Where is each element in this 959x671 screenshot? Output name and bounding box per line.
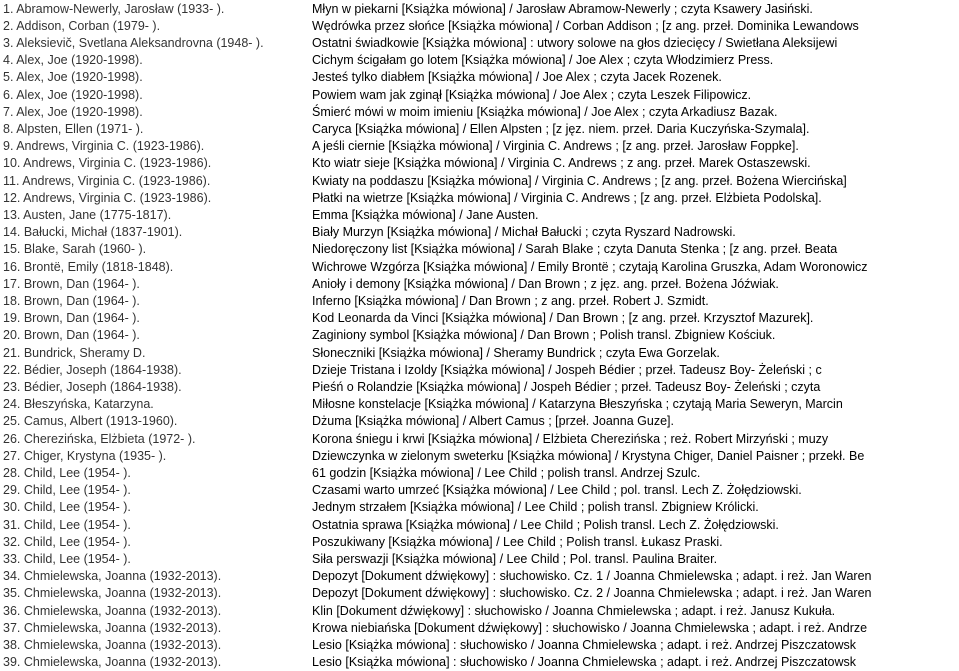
catalog-row xyxy=(0,551,959,568)
author-entry: 31. Child, Lee (1954- ). xyxy=(3,517,131,532)
title-entry: Powiem wam jak zginął [Książka mówiona] / Joe Alex ; czyta Leszek Filipowicz. xyxy=(312,87,752,102)
author-entry: 23. Bédier, Joseph (1864-1938). xyxy=(3,379,182,394)
catalog-row xyxy=(0,499,959,516)
title-entry: Anioły i demony [Książka mówiona] / Dan Brown ; z jęz. ang. przeł. Bożena Jóźwiak. xyxy=(312,276,779,291)
author-entry: 22. Bédier, Joseph (1864-1938). xyxy=(3,362,182,377)
title-entry: Pieśń o Rolandzie [Książka mówiona] / Jospeh Bédier ; przeł. Tadeusz Boy- Żeleński ; czyta xyxy=(312,379,821,394)
catalog-row xyxy=(0,276,959,293)
author-entry: 3. Aleksievič, Svetlana Aleksandrovna (1948- ). xyxy=(3,35,264,50)
catalog-row xyxy=(0,310,959,327)
title-entry: Jednym strzałem [Książka mówiona] / Lee Child ; polish transl. Zbigniew Królicki. xyxy=(312,500,759,515)
title-entry: Zaginiony symbol [Książka mówiona] / Dan Brown ; Polish transl. Zbigniew Kościuk. xyxy=(312,328,776,343)
title-entry: Kto wiatr sieje [Książka mówiona] / Virginia C. Andrews ; z ang. przeł. Marek Ostaszewski. xyxy=(312,156,811,171)
author-entry: 39. Chmielewska, Joanna (1932-2013). xyxy=(3,655,222,670)
catalog-row xyxy=(0,603,959,620)
title-entry: Wichrowe Wzgórza [Książka mówiona] / Emily Brontë ; czytają Karolina Gruszka, Adam Woronowicz xyxy=(312,259,868,274)
author-entry: 12. Andrews, Virginia C. (1923-1986). xyxy=(3,190,212,205)
title-entry: Dziewczynka w zielonym sweterku [Książka mówiona] / Krystyna Chiger, Daniel Paisner ; przekł. Be xyxy=(312,448,865,463)
title-entry: Ostatnia sprawa [Książka mówiona] / Lee Child ; Polish transl. Lech Z. Żołędziowski. xyxy=(312,517,779,532)
author-entry: 27. Chiger, Krystyna (1935- ). xyxy=(3,448,167,463)
catalog-row xyxy=(0,482,959,499)
catalog-row xyxy=(0,35,959,52)
title-entry: Klin [Dokument dźwiękowy] : słuchowisko / Joanna Chmielewska ; adapt. i reż. Janusz Kukuła. xyxy=(312,603,836,618)
title-entry: Czasami warto umrzeć [Książka mówiona] / Lee Child ; pol. transl. Lech Z. Żołędziowski. xyxy=(312,483,802,498)
catalog-row xyxy=(0,448,959,465)
author-entry: 18. Brown, Dan (1964- ). xyxy=(3,293,140,308)
title-entry: Słoneczniki [Książka mówiona] / Sheramy Bundrick ; czyta Ewa Gorzelak. xyxy=(312,345,720,360)
author-entry: 8. Alpsten, Ellen (1971- ). xyxy=(3,121,144,136)
author-entry: 37. Chmielewska, Joanna (1932-2013). xyxy=(3,620,222,635)
author-entry: 20. Brown, Dan (1964- ). xyxy=(3,328,140,343)
title-entry: Poszukiwany [Książka mówiona] / Lee Child ; Polish transl. Łukasz Praski. xyxy=(312,534,723,549)
title-entry: Wędrówka przez słońce [Książka mówiona] / Corban Addison ; [z ang. przeł. Dominika Lewandows xyxy=(312,18,859,33)
title-entry: Korona śniegu i krwi [Książka mówiona] / Elżbieta Cherezińska ; reż. Robert Mirzyński ; muzy xyxy=(312,431,829,446)
title-entry: Biały Murzyn [Książka mówiona] / Michał Bałucki ; czyta Ryszard Nadrowski. xyxy=(312,225,736,240)
title-entry: Krowa niebiańska [Dokument dźwiękowy] : słuchowisko / Joanna Chmielewska ; adapt. i reż. Andrze xyxy=(312,620,868,635)
author-entry: 16. Brontë, Emily (1818-1848). xyxy=(3,259,174,274)
title-entry: Jesteś tylko diabłem [Książka mówiona] / Joe Alex ; czyta Jacek Rozenek. xyxy=(312,70,722,85)
author-entry: 7. Alex, Joe (1920-1998). xyxy=(3,104,143,119)
catalog-row xyxy=(0,568,959,585)
title-entry: Caryca [Książka mówiona] / Ellen Alpsten ; [z jęz. niem. przeł. Daria Kuczyńska-Szymala]. xyxy=(312,121,810,136)
author-entry: 29. Child, Lee (1954- ). xyxy=(3,483,131,498)
author-entry: 5. Alex, Joe (1920-1998). xyxy=(3,70,143,85)
catalog-row xyxy=(0,87,959,104)
author-entry: 19. Brown, Dan (1964- ). xyxy=(3,311,140,326)
author-entry: 35. Chmielewska, Joanna (1932-2013). xyxy=(3,586,222,601)
author-entry: 33. Child, Lee (1954- ). xyxy=(3,551,131,566)
catalog-row xyxy=(0,207,959,224)
catalog-row xyxy=(0,259,959,276)
title-entry: Emma [Książka mówiona] / Jane Austen. xyxy=(312,207,539,222)
catalog-row xyxy=(0,293,959,310)
catalog-row xyxy=(0,465,959,482)
author-entry: 26. Cherezińska, Elżbieta (1972- ). xyxy=(3,431,196,446)
author-entry: 32. Child, Lee (1954- ). xyxy=(3,534,131,549)
title-entry: Młyn w piekarni [Książka mówiona] / Jarosław Abramow-Newerly ; czyta Ksawery Jasiński. xyxy=(312,1,813,16)
catalog-row xyxy=(0,1,959,18)
title-entry: Miłosne konstelacje [Książka mówiona] / Katarzyna Błeszyńska ; czytają Maria Seweryn, Marcin xyxy=(312,397,843,412)
title-entry: A jeśli ciernie [Książka mówiona] / Virginia C. Andrews ; [z ang. przeł. Jarosław Foppke]. xyxy=(312,139,799,154)
catalog-row xyxy=(0,52,959,69)
title-entry: Niedoręczony list [Książka mówiona] / Sarah Blake ; czyta Danuta Stenka ; [z ang. przeł. Beata xyxy=(312,242,838,257)
author-entry: 6. Alex, Joe (1920-1998). xyxy=(3,87,143,102)
title-entry: 61 godzin [Książka mówiona] / Lee Child ; polish transl. Andrzej Szulc. xyxy=(312,465,701,480)
catalog-row xyxy=(0,637,959,654)
title-entry: Płatki na wietrze [Książka mówiona] / Virginia C. Andrews ; [z ang. przeł. Elżbieta Podolska]. xyxy=(312,190,822,205)
catalog-row xyxy=(0,327,959,344)
title-entry: Kod Leonarda da Vinci [Książka mówiona] / Dan Brown ; [z ang. przeł. Krzysztof Mazurek]. xyxy=(312,311,814,326)
title-entry: Dżuma [Książka mówiona] / Albert Camus ; [przeł. Joanna Guze]. xyxy=(312,414,674,429)
catalog-row xyxy=(0,413,959,430)
author-entry: 10. Andrews, Virginia C. (1923-1986). xyxy=(3,156,212,171)
title-entry: Depozyt [Dokument dźwiękowy] : słuchowisko. Cz. 2 / Joanna Chmielewska ; adapt. i reż. Jan Waren xyxy=(312,586,872,601)
catalog-row xyxy=(0,104,959,121)
title-entry: Siła perswazji [Książka mówiona] / Lee Child ; Pol. transl. Paulina Braiter. xyxy=(312,551,718,566)
author-entry: 25. Camus, Albert (1913-1960). xyxy=(3,414,178,429)
title-entry: Depozyt [Dokument dźwiękowy] : słuchowisko. Cz. 1 / Joanna Chmielewska ; adapt. i reż. Jan Waren xyxy=(312,569,872,584)
catalog-row xyxy=(0,224,959,241)
author-entry: 36. Chmielewska, Joanna (1932-2013). xyxy=(3,603,222,618)
catalog-row xyxy=(0,241,959,258)
catalog-row xyxy=(0,620,959,637)
author-entry: 17. Brown, Dan (1964- ). xyxy=(3,276,140,291)
title-entry: Dzieje Tristana i Izoldy [Książka mówiona] / Jospeh Bédier ; przeł. Tadeusz Boy- Żeleński ; c xyxy=(312,362,822,377)
author-entry: 4. Alex, Joe (1920-1998). xyxy=(3,53,143,68)
title-entry: Lesio [Książka mówiona] : słuchowisko / Joanna Chmielewska ; adapt. i reż. Andrzej Piszczatowsk xyxy=(312,655,856,670)
catalog-row xyxy=(0,138,959,155)
catalog-row xyxy=(0,585,959,602)
author-entry: 2. Addison, Corban (1979- ). xyxy=(3,18,161,33)
catalog-row xyxy=(0,173,959,190)
author-entry: 13. Austen, Jane (1775-1817). xyxy=(3,207,172,222)
catalog-row xyxy=(0,362,959,379)
title-entry: Inferno [Książka mówiona] / Dan Brown ; z ang. przeł. Robert J. Szmidt. xyxy=(312,293,709,308)
catalog-row xyxy=(0,18,959,35)
author-entry: 24. Błeszyńska, Katarzyna. xyxy=(3,397,154,412)
catalog-row xyxy=(0,654,959,671)
catalog-row xyxy=(0,431,959,448)
catalog-row xyxy=(0,155,959,172)
catalog-row xyxy=(0,396,959,413)
catalog-row xyxy=(0,345,959,362)
title-entry: Kwiaty na poddaszu [Książka mówiona] / Virginia C. Andrews ; [z ang. przeł. Bożena Wiercińska] xyxy=(312,173,847,188)
catalog-row xyxy=(0,379,959,396)
title-entry: Lesio [Książka mówiona] : słuchowisko / Joanna Chmielewska ; adapt. i reż. Andrzej Piszczatowsk xyxy=(312,637,856,652)
title-entry: Śmierć mówi w moim imieniu [Książka mówiona] / Joe Alex ; czyta Arkadiusz Bazak. xyxy=(312,104,778,119)
author-entry: 34. Chmielewska, Joanna (1932-2013). xyxy=(3,569,222,584)
author-entry: 30. Child, Lee (1954- ). xyxy=(3,500,131,515)
catalog-row xyxy=(0,69,959,86)
catalog-row xyxy=(0,517,959,534)
author-entry: 9. Andrews, Virginia C. (1923-1986). xyxy=(3,139,205,154)
catalog-row xyxy=(0,190,959,207)
catalog-row xyxy=(0,534,959,551)
author-entry: 21. Bundrick, Sheramy D. xyxy=(3,345,146,360)
title-entry: Ostatni świadkowie [Książka mówiona] : utwory solowe na głos dziecięcy / Swietłana Aleksijewi xyxy=(312,35,838,50)
author-entry: 1. Abramow-Newerly, Jarosław (1933- ). xyxy=(3,1,225,16)
author-entry: 38. Chmielewska, Joanna (1932-2013). xyxy=(3,637,222,652)
author-entry: 15. Blake, Sarah (1960- ). xyxy=(3,242,147,257)
catalog-row xyxy=(0,121,959,138)
title-entry: Cichym ścigałam go lotem [Książka mówiona] / Joe Alex ; czyta Włodzimierz Press. xyxy=(312,53,774,68)
author-entry: 28. Child, Lee (1954- ). xyxy=(3,465,131,480)
author-entry: 14. Bałucki, Michał (1837-1901). xyxy=(3,225,183,240)
author-entry: 11. Andrews, Virginia C. (1923-1986). xyxy=(3,173,211,188)
